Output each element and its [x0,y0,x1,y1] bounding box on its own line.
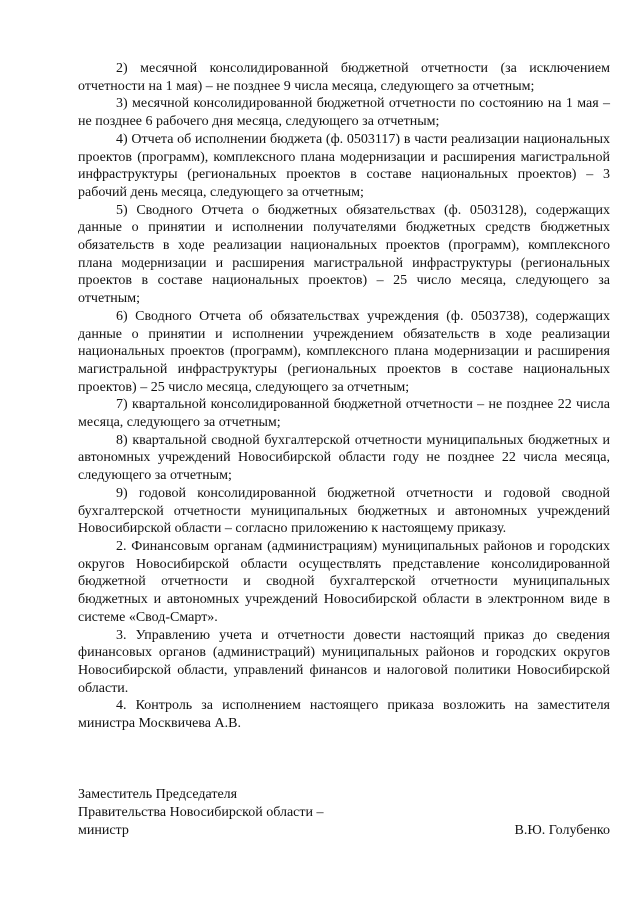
paragraph-point-3: 3. Управлению учета и отчетности довести настоящий приказ до сведения финансовых органов (администраций) муниципальных районов и городских округов Новосибирской области, управлений финансов и налоговой политики Новосибирской области. [78,627,610,696]
paragraph-item-3: 3) месячной консолидированной бюджетной отчетности по состоянию на 1 мая – не позднее 6 рабочего дня месяца, следующего за отчетным; [78,96,610,130]
paragraph-point-4: 4. Контроль за исполнением настоящего приказа возложить на заместителя министра Москвичева А.В. [78,698,610,732]
paragraph-item-5: 5) Сводного Отчета о бюджетных обязательствах (ф. 0503128), содержащих данные о принятии и исполнении получателями бюджетных средств бюджетных обязательств в ходе реализации национальных проектов (программ), комплексного плана модернизации и расширения магистральной инфраструктуры (региональных проектов в составе национальных проектов) – 25 число месяца, следующего за отчетным; [78,202,610,307]
paragraph-item-9: 9) годовой консолидированной бюджетной отчетности и годовой сводной бухгалтерской отчетности муниципальных бюджетных и автономных учреждений Новосибирской области – согласно приложению к настоящему приказу. [78,485,610,537]
signer-title-line-2: Правительства Новосибирской области – [78,804,324,820]
signer-final-row [78,822,610,840]
signer-title-line-1: Заместитель Председателя [78,787,238,802]
paragraph-item-6: 6) Сводного Отчета об обязательствах учреждения (ф. 0503738), содержащих данные о принятии и исполнении учреждением обязательств в ходе реализации национальных проектов (программ), комплексного плана модернизации и расширения магистральной инфраструктуры (региональных проектов в составе национальных проектов) – 25 число месяца, следующего за отчетным; [78,308,610,395]
document-body [78,60,610,733]
paragraph-point-2: 2. Финансовым органам (администрациям) муниципальных районов и городских округов Новосибирской области осуществлять представление консолидированной бюджетной отчетности и сводной бухгалтерской отчетности муниципальных бюджетных и автономных учреждений Новосибирской области в электронном виде в системе «Свод-Смарт». [78,538,610,625]
paragraph-item-4: 4) Отчета об исполнении бюджета (ф. 0503117) в части реализации национальных проектов (программ), комплексного плана модернизации и расширения магистральной инфраструктуры (региональных проектов в составе национальных проектов) – 3 рабочий день месяца, следующего за отчетным; [78,131,610,200]
paragraph-item-2: 2) месячной консолидированной бюджетной отчетности (за исключением отчетности на 1 мая) – не позднее 9 числа месяца, следующего за отчетным; [78,61,610,94]
signer-title-line-3: министр [78,822,129,838]
paragraph-item-7: 7) квартальной консолидированной бюджетной отчетности – не позднее 22 числа месяца, следующего за отчетным; [78,397,610,431]
signature-block [78,786,610,840]
signer-name: В.Ю. Голубенко [514,822,610,838]
paragraph-item-8: 8) квартальной сводной бухгалтерской отчетности муниципальных бюджетных и автономных учреждений Новосибирской области году не позднее 22 числа месяца, следующего за отчетным; [78,432,610,484]
